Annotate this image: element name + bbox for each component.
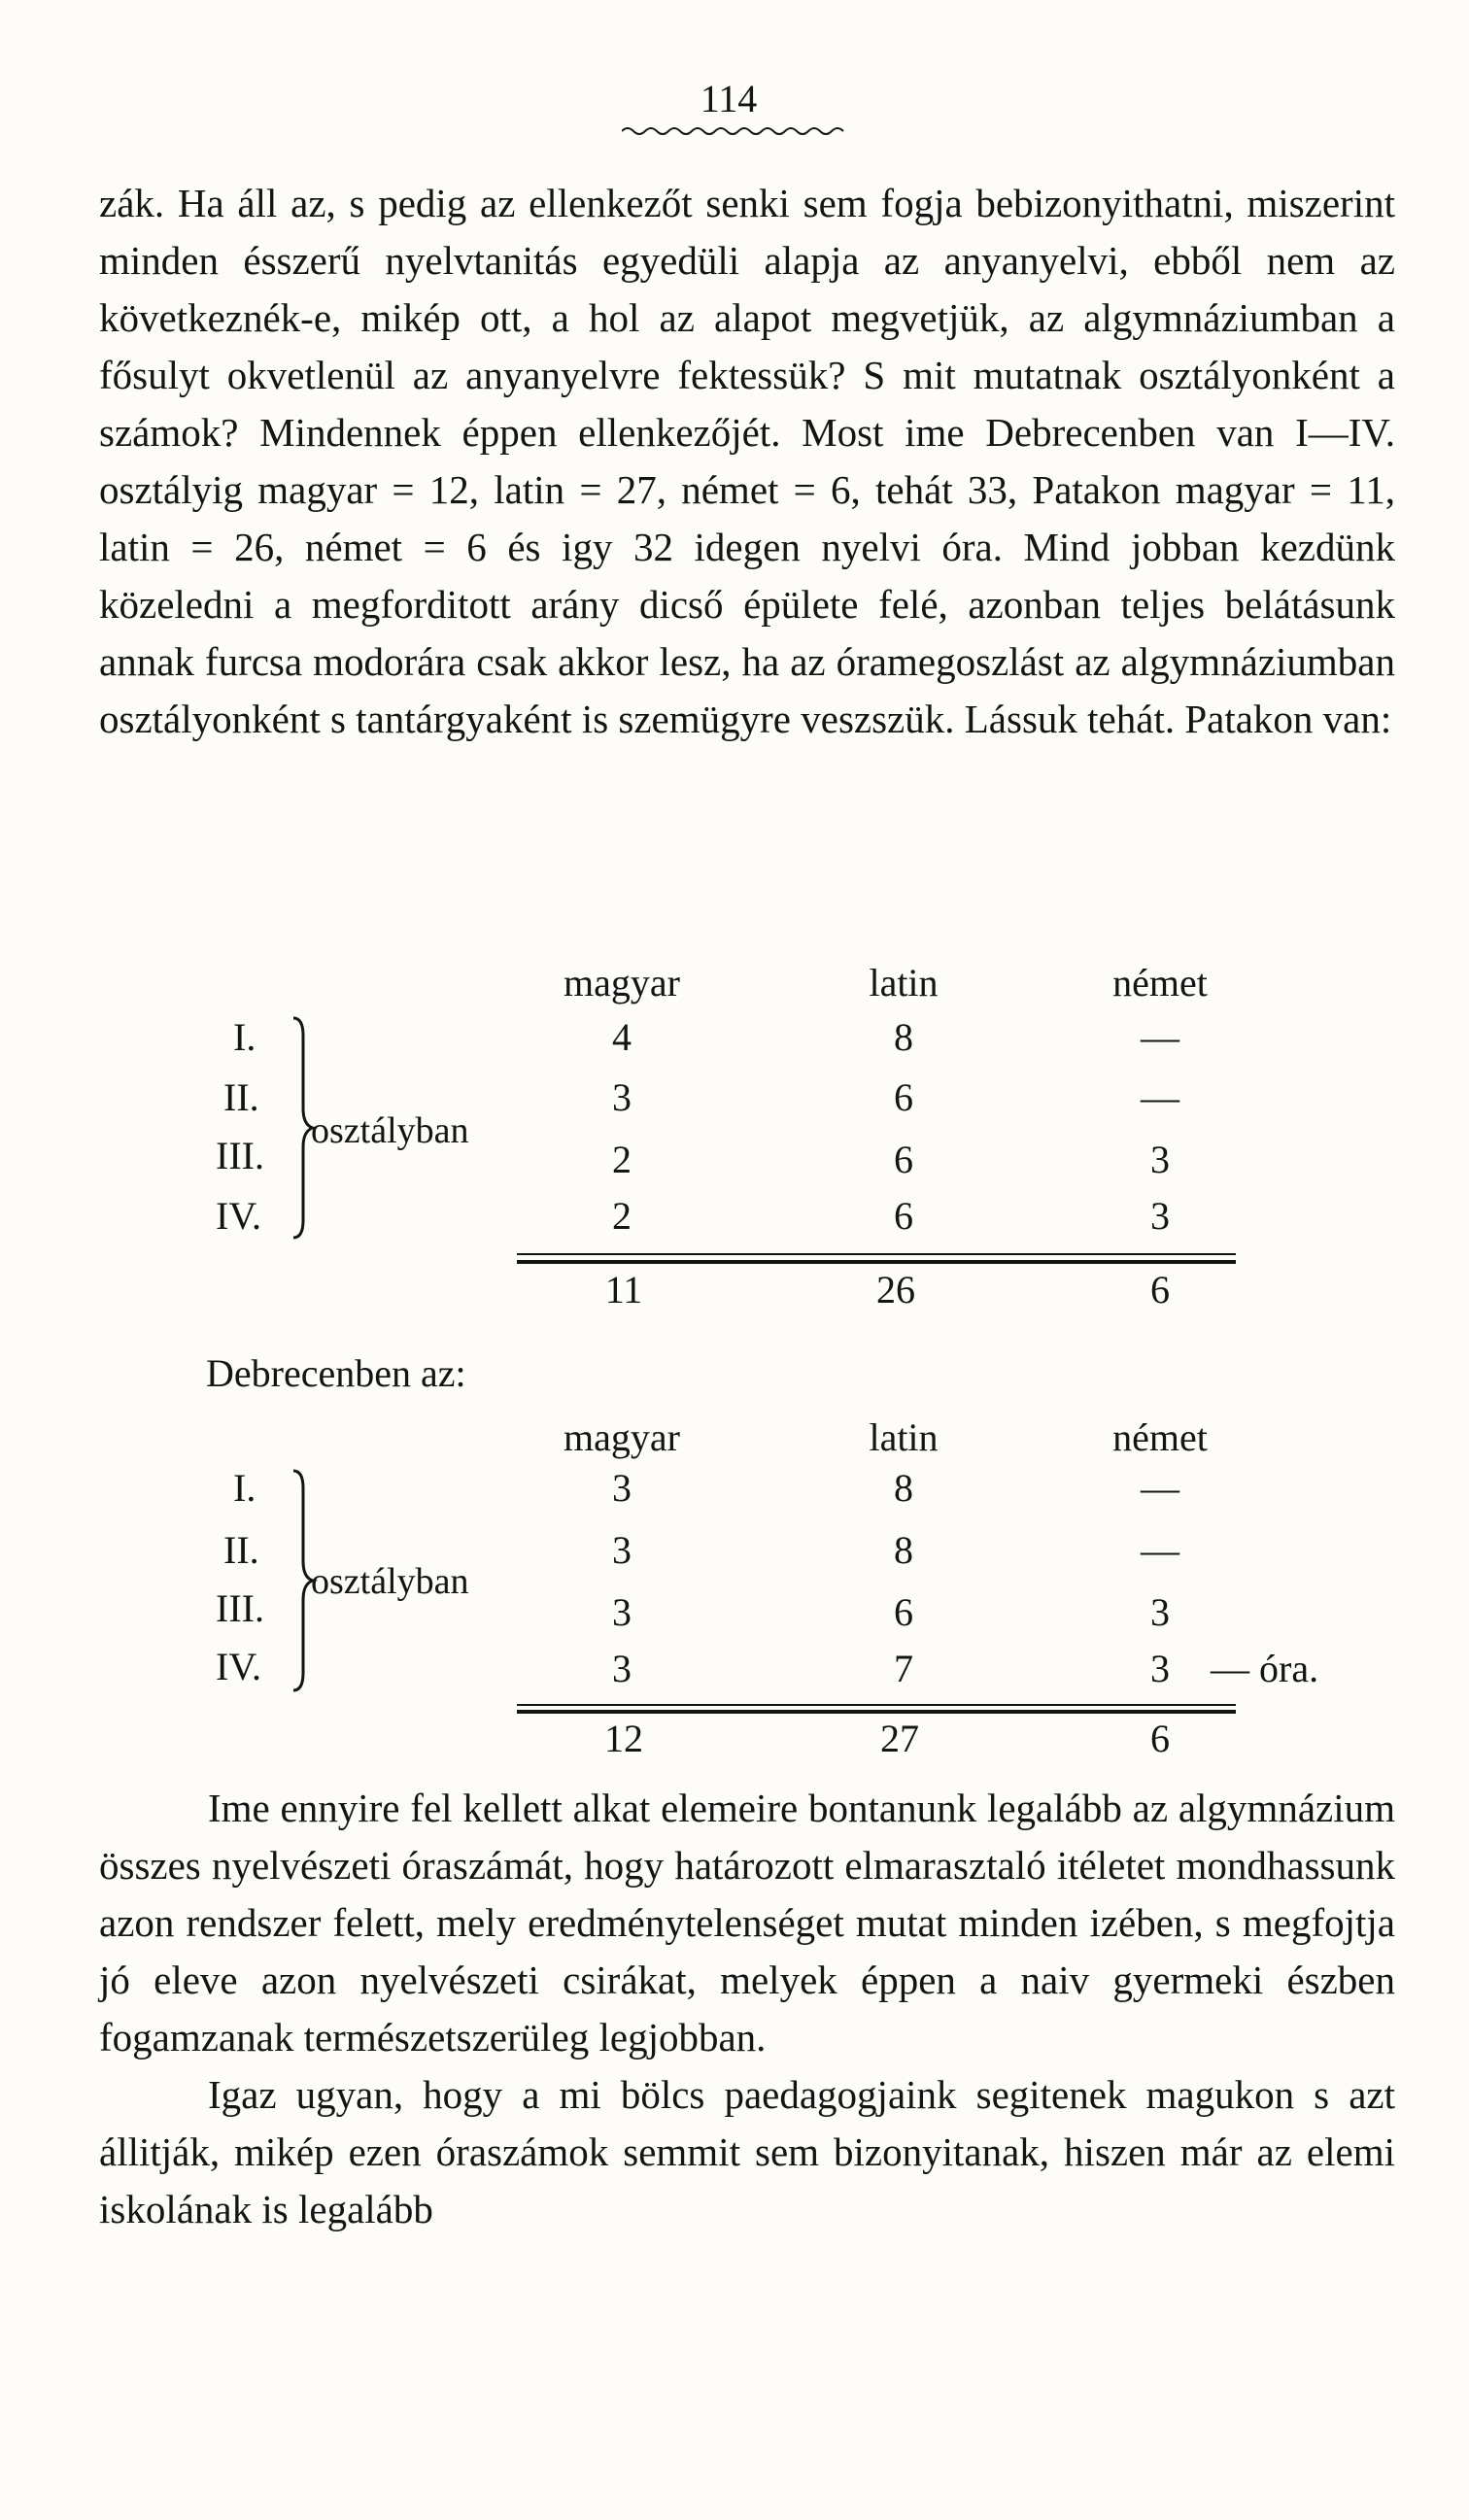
debrecen-cell: 7 xyxy=(894,1647,913,1690)
debrecen-cell: 3 xyxy=(1150,1590,1170,1634)
patak-cell: 6 xyxy=(894,1194,913,1238)
debrecen-sum-rule xyxy=(517,1704,1236,1706)
patak-cell: 3 xyxy=(1150,1194,1170,1238)
patak-cell: 3 xyxy=(1150,1138,1170,1181)
page-number-ornament xyxy=(622,124,845,138)
patak-header-latin: latin xyxy=(869,961,939,1005)
debrecen-sum-rule xyxy=(517,1710,1236,1714)
paragraph-1-text: zák. Ha áll az, s pedig az ellenkezőt senki sem fogja bebizonyithatni, miszerint minden ésszerű nyelvtanitás egyedüli alapja az anyanyelvi, ebből nem az következnék-e, mikép ott, a hol az alapot megvetjük, az algymnáziumban a fősulyt okvetlenül az anyanyelvre fektessük? S mit mutatnak osztályonként a számok? Mindennek éppen ellenkezőjét. Most ime Debrecenben van I—IV. osztályig magyar = 12, latin = 27, német = 6, tehát 33, Patakon magyar = 11, latin = 26, német = 6 és igy 32 idegen nyelvi óra. Mind jobban kezdünk közeledni a megforditott arány dicső épülete felé, azonban teljes belátásunk annak furcsa modorára csak akkor lesz, ha az óramegoszlást az algymnáziumban osztályonként s tantárgyaként is szemügyre veszszük. Lássuk tehát. Patakon van: xyxy=(99,181,1395,741)
debrecen-cell: 8 xyxy=(894,1528,913,1572)
patak-total: 11 xyxy=(604,1268,643,1311)
debrecen-total: 27 xyxy=(880,1717,919,1760)
patak-header-magyar: magyar xyxy=(564,961,680,1005)
patak-cell: 6 xyxy=(894,1138,913,1181)
patak-total: 6 xyxy=(1150,1268,1170,1311)
page-number: 114 xyxy=(700,77,758,120)
debrecen-cell: — xyxy=(1141,1528,1179,1572)
debrecen-cell: 3 xyxy=(612,1466,632,1510)
debrecen-class-label: III. xyxy=(216,1586,264,1630)
paragraph-2-text: Ime ennyire fel kellett alkat elemeire bontanunk legalább az algymnázium összes nyelvészeti óraszámát, hogy határozott elmarasztaló itéletet mondhassunk azon rendszer felett, mely eredménytelenséget mutat minden izében, s megfojtja jó eleve azon nyelvészeti csirákat, melyek éppen a naiv gyermeki észben fogamzanak természetszerüleg legjobban. xyxy=(99,1786,1395,2060)
debrecen-header-magyar: magyar xyxy=(564,1415,680,1459)
debrecen-total: 6 xyxy=(1150,1717,1170,1760)
debrecen-class-label: II. xyxy=(223,1528,259,1572)
debrecen-cell: 3 xyxy=(612,1590,632,1634)
patak-sum-rule xyxy=(517,1260,1236,1264)
patak-sum-rule xyxy=(517,1253,1236,1255)
paragraph-2 xyxy=(99,1780,1395,2238)
debrecen-cell: 3 xyxy=(612,1528,632,1572)
debrecen-row4-suffix: — óra. xyxy=(1211,1647,1319,1690)
debrecen-cell: 6 xyxy=(894,1590,913,1634)
patak-class-label: III. xyxy=(216,1134,264,1177)
debrecen-group-label: osztályban xyxy=(311,1561,469,1602)
debrecen-cell: 3 xyxy=(612,1647,632,1690)
patak-cell: — xyxy=(1141,1075,1179,1119)
patak-class-label: IV. xyxy=(216,1194,262,1238)
debrecen-intro: Debrecenben az: xyxy=(206,1351,466,1395)
patak-cell: 6 xyxy=(894,1075,913,1119)
patak-group-label: osztályban xyxy=(311,1110,469,1151)
debrecen-cell: 3 xyxy=(1150,1647,1170,1690)
debrecen-total: 12 xyxy=(604,1717,643,1760)
patak-cell: 2 xyxy=(612,1138,632,1181)
patak-class-label: I. xyxy=(233,1015,256,1059)
debrecen-cell: — xyxy=(1141,1466,1179,1510)
paragraph-1 xyxy=(99,175,1395,748)
patak-cell: 2 xyxy=(612,1194,632,1238)
debrecen-class-label: IV. xyxy=(216,1645,262,1688)
debrecen-header-nemet: német xyxy=(1112,1415,1208,1459)
patak-header-nemet: német xyxy=(1112,961,1208,1005)
paragraph-3-text: Igaz ugyan, hogy a mi bölcs paedagogjaink segitenek magukon s azt állitják, mikép ezen óraszámok semmit sem bizonyitanak, hiszen már az elemi iskolának is legalább xyxy=(99,2072,1395,2231)
debrecen-cell: 8 xyxy=(894,1466,913,1510)
patak-class-label: II. xyxy=(223,1075,259,1119)
patak-cell: 4 xyxy=(612,1015,632,1059)
patak-cell: — xyxy=(1141,1015,1179,1059)
patak-cell: 8 xyxy=(894,1015,913,1059)
debrecen-header-latin: latin xyxy=(869,1415,939,1459)
debrecen-class-label: I. xyxy=(233,1466,256,1510)
patak-total: 26 xyxy=(876,1268,915,1311)
patak-cell: 3 xyxy=(612,1075,632,1119)
